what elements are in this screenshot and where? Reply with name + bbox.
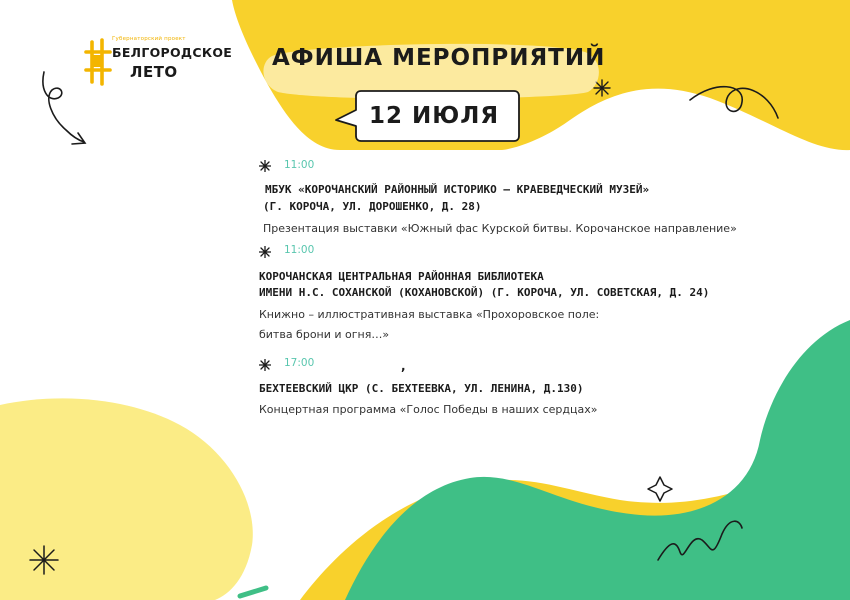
pale-yellow-blob <box>0 398 253 600</box>
event-1-time: 11:00 <box>284 159 315 171</box>
logo-line1: БЕЛГОРОДСКОЕ <box>112 45 233 60</box>
event-3-desc: Концертная программа «Голос Победы в наших сердцах» <box>259 403 598 416</box>
curly-arrow-icon <box>43 72 85 144</box>
event-2-desc-line1: Книжно – иллюстративная выставка «Прохоровское поле: <box>259 308 600 321</box>
diamond-star-icon <box>648 477 672 501</box>
event-2-desc-line2: битва брони и огня…» <box>259 328 390 341</box>
bullet-star-icon <box>259 246 271 258</box>
event-2-venue-line2: ИМЕНИ Н.С. СОХАНСКОЙ (КОХАНОВСКОЙ) (Г. КОРОЧА, УЛ. СОВЕТСКАЯ, Д. 24) <box>259 286 710 299</box>
logo-line2: ЛЕТО <box>130 63 178 81</box>
bullet-star-icon <box>259 359 271 371</box>
event-2-venue-line1: КОРОЧАНСКАЯ ЦЕНТРАЛЬНАЯ РАЙОННАЯ БИБЛИОТЕКА <box>259 270 544 283</box>
right-green-blob <box>345 320 850 600</box>
event-1-venue-line1: МБУК «КОРОЧАНСКИЙ РАЙОННЫЙ ИСТОРИКО – КРАЕВЕДЧЕСКИЙ МУЗЕЙ» <box>265 183 650 196</box>
green-stroke <box>240 588 266 596</box>
logo-tagline: Губернаторский проект <box>112 36 186 42</box>
asterisk-icon <box>30 546 58 574</box>
event-1-desc: Презентация выставки «Южный фас Курской битвы. Корочанское направление» <box>263 222 737 235</box>
page-title: АФИША МЕРОПРИЯТИЙ <box>272 45 606 71</box>
bullet-star-icon <box>259 160 271 172</box>
event-1-venue-line2: (Г. КОРОЧА, УЛ. ДОРОШЕНКО, Д. 28) <box>263 200 482 213</box>
event-2-time: 11:00 <box>284 244 315 256</box>
stray-comma: , <box>401 359 406 373</box>
event-3-time: 17:00 <box>284 357 315 369</box>
event-3-venue: БЕХТЕЕВСКИЙ ЦКР (С. БЕХТЕЕВКА, УЛ. ЛЕНИНА, Д.130) <box>259 382 584 395</box>
event-date: 12 ИЮЛЯ <box>369 103 500 129</box>
